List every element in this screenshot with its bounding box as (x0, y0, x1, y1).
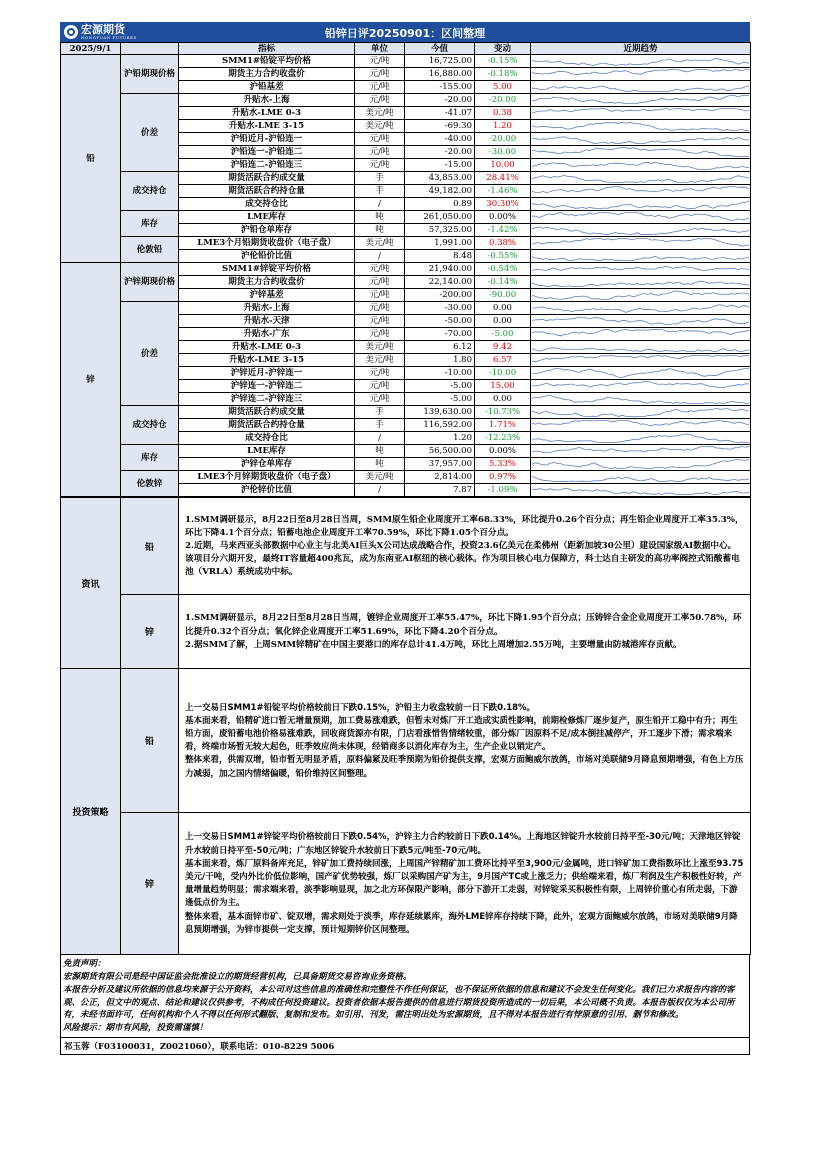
indicator-name: 沪锌仓单库存 (179, 458, 355, 471)
unit-cell: 元/吨 (355, 367, 405, 380)
change-cell: -1.42% (475, 224, 531, 237)
unit-cell: 美元/吨 (355, 471, 405, 484)
trend-sparkline (531, 237, 751, 250)
value-cell: -15.00 (405, 159, 475, 172)
trend-sparkline (531, 198, 751, 211)
indicator-name: 期货主力合约收盘价 (179, 276, 355, 289)
unit-cell: 元/吨 (355, 263, 405, 276)
metal-label: 铅 (61, 55, 121, 263)
trend-sparkline (531, 172, 751, 185)
news-zinc-row (61, 595, 751, 669)
change-cell: 0.00% (475, 211, 531, 224)
trend-sparkline (531, 94, 751, 107)
indicator-name: 沪铅近月-沪铅连一 (179, 133, 355, 146)
indicator-name: LME3个月锌期货收盘价（电子盘） (179, 471, 355, 484)
unit-cell: 元/吨 (355, 302, 405, 315)
value-cell: 56,500.00 (405, 445, 475, 458)
logo-text: 宏源期货 (81, 23, 125, 36)
header-indicator: 指标 (179, 43, 355, 55)
indicator-name: 升贴水-LME 0-3 (179, 341, 355, 354)
value-cell: 43,853.00 (405, 172, 475, 185)
report-sheet (60, 22, 750, 1055)
change-cell: -10.00 (475, 367, 531, 380)
news-zinc-text: 1.SMM调研显示，8月22日至8月28日当周，镀锌企业周度开工率55.47%，环比下降1.95个百分点；压铸锌合金企业周度开工率50.78%，环比提升0.32个百分点；氧化锌企业周度开工率51.69%，环比下降4.20个百分点。 2.据SMM了解，上周SMM锌精矿在中国主要港口的库存总计41.4万吨，环比上周增加2.55万吨，主要增量由防城港库存贡献。 (179, 595, 751, 669)
news-lead-text: 1.SMM调研显示，8月22日至8月28日当周，SMM原生铅企业周度开工率68.33%，环比提升0.26个百分点；再生铅企业周度开工率35.3%，环比下降4.1个百分点；铅蓄电池企业周度开工率70.59%，环比下降1.05个百分点。 2.近期，马来西亚头部数据中心业主与北美AI巨头X公司达成战略合作，投资23.6亿美元在柔佛州（距新加坡30公里）建设国家级AI数据中心。该项目分六期开发，最终IT容量超400兆瓦，成为东南亚AI枢纽的核心载体。作为项目核心电力保障方，科士达自主研发的高功率阀控式铅酸蓄电池（VRLA）系统成功中标。 (179, 498, 751, 595)
unit-cell: 吨 (355, 458, 405, 471)
value-cell: -5.00 (405, 380, 475, 393)
strategy-lead-text: 上一交易日SMM1#铅锭平均价格较前日下跌0.15%，沪铅主力收盘较前一日下跌0.18%。 基本面来看，铅精矿进口暂无增量预期，加工费易涨难跌，但暂未对炼厂开工造成实质性影响，前期检修炼厂逐步复产，原生铅开工稳中有升；再生铅方面，废铅蓄电池价格易涨难跌，回收商货源亦有限，门店看涨惜售情绪较重，部分炼厂因原料不足/成本倒挂减停产，开工逐步下滑；需求端来看，终端市场暂无较大起色，旺季效应尚未体现，经销商多以消化库存为主，生产企业以销定产。 整体来看，供需双增，铅市暂无明显矛盾，原料偏紧及旺季预期为铅价提供支撑，宏观方面鲍威尔放鸽，市场对美联储9月降息预期增强，有色上方压力减弱，加之国内情绪偏暖，铅价维持区间整理。 (179, 669, 751, 813)
value-cell: -20.00 (405, 146, 475, 159)
table-row (61, 211, 751, 224)
strategy-zinc-label: 锌 (121, 813, 179, 955)
group-label: 成交持仓 (121, 172, 179, 211)
indicator-table (60, 42, 751, 497)
group-label: 价差 (121, 302, 179, 406)
value-cell: -10.00 (405, 367, 475, 380)
unit-cell: 元/吨 (355, 380, 405, 393)
change-cell: -1.09% (475, 484, 531, 497)
trend-sparkline (531, 263, 751, 276)
trend-sparkline (531, 302, 751, 315)
unit-cell: 元/吨 (355, 159, 405, 172)
change-cell: -1.46% (475, 185, 531, 198)
value-cell: -30.00 (405, 302, 475, 315)
trend-sparkline (531, 458, 751, 471)
value-cell: 8.48 (405, 250, 475, 263)
trend-sparkline (531, 55, 751, 68)
indicator-name: 期货活跃合约成交量 (179, 406, 355, 419)
change-cell: -90.00 (475, 289, 531, 302)
trend-sparkline (531, 341, 751, 354)
value-cell: 139,630.00 (405, 406, 475, 419)
lead-section (61, 55, 751, 263)
unit-cell: / (355, 484, 405, 497)
indicator-name: 升贴水-广东 (179, 328, 355, 341)
trend-sparkline (531, 328, 751, 341)
news-lead-row (61, 498, 751, 595)
unit-cell: 美元/吨 (355, 341, 405, 354)
header-change: 变动 (475, 43, 531, 55)
table-row (61, 302, 751, 315)
trend-sparkline (531, 289, 751, 302)
change-cell: 6.57 (475, 354, 531, 367)
indicator-name: SMM1#锌锭平均价格 (179, 263, 355, 276)
indicator-name: 升贴水-上海 (179, 302, 355, 315)
change-cell: -0.18% (475, 68, 531, 81)
trend-sparkline (531, 471, 751, 484)
value-cell: 1.20 (405, 432, 475, 445)
report-date: 2025/9/1 (61, 43, 121, 55)
group-label: 库存 (121, 211, 179, 237)
trend-sparkline (531, 250, 751, 263)
change-cell: -30.00 (475, 146, 531, 159)
change-cell: -0.55% (475, 250, 531, 263)
indicator-name: 期货主力合约收盘价 (179, 68, 355, 81)
zinc-section (61, 263, 751, 497)
group-label: 沪铅期现价格 (121, 55, 179, 94)
trend-sparkline (531, 276, 751, 289)
analyst-footer: 祁玉蓉（F03100031，Z0021060），联系电话：010-8229 5006 (60, 1038, 750, 1055)
indicator-name: 沪铅连一-沪铅连二 (179, 146, 355, 159)
trend-sparkline (531, 445, 751, 458)
unit-cell: 元/吨 (355, 393, 405, 406)
unit-cell: 元/吨 (355, 68, 405, 81)
indicator-name: 升贴水-上海 (179, 94, 355, 107)
unit-cell: / (355, 198, 405, 211)
indicator-name: 升贴水-LME 0-3 (179, 107, 355, 120)
unit-cell: 美元/吨 (355, 120, 405, 133)
trend-sparkline (531, 81, 751, 94)
table-row (61, 172, 751, 185)
news-strategy-table (60, 497, 751, 955)
table-row (61, 55, 751, 68)
group-label: 库存 (121, 445, 179, 471)
news-label: 资讯 (61, 498, 121, 669)
trend-sparkline (531, 159, 751, 172)
table-row (61, 263, 751, 276)
disclaimer-title: 免责声明： (63, 959, 106, 970)
value-cell: 6.12 (405, 341, 475, 354)
unit-cell: 元/吨 (355, 315, 405, 328)
unit-cell: 吨 (355, 211, 405, 224)
change-cell: 5.00 (475, 81, 531, 94)
group-label: 伦敦锌 (121, 471, 179, 497)
unit-cell: 手 (355, 172, 405, 185)
value-cell: -70.00 (405, 328, 475, 341)
indicator-name: 期货活跃合约持仓量 (179, 419, 355, 432)
change-cell: 30.30% (475, 198, 531, 211)
table-row (61, 237, 751, 250)
trend-sparkline (531, 406, 751, 419)
change-cell: 0.97% (475, 471, 531, 484)
unit-cell: 元/吨 (355, 94, 405, 107)
header-trend: 近期趋势 (531, 43, 751, 55)
unit-cell: 手 (355, 419, 405, 432)
change-cell: 1.20 (475, 120, 531, 133)
report-header (60, 22, 750, 42)
change-cell: 0.00% (475, 445, 531, 458)
change-cell: -20.00 (475, 94, 531, 107)
value-cell: -20.00 (405, 94, 475, 107)
indicator-name: 沪锌近月-沪锌连一 (179, 367, 355, 380)
indicator-name: 沪伦铅价比值 (179, 250, 355, 263)
table-header-row (61, 43, 751, 55)
value-cell: -200.00 (405, 289, 475, 302)
indicator-name: 成交持仓比 (179, 432, 355, 445)
value-cell: -50.00 (405, 315, 475, 328)
header-value: 今值 (405, 43, 475, 55)
value-cell: 2,814.00 (405, 471, 475, 484)
change-cell: 10.00 (475, 159, 531, 172)
disclaimer-body: 宏源期货有限公司是经中国证监会批准设立的期货经营机构，已具备期货交易咨询业务资格。 本报告分析及建议所依据的信息均来源于公开资料，本公司对这些信息的准确性和完整性不作任何保证，也不保证所依据的信息和建议不会发生任何变化。我们已力求报告内容的客观、公正，但文中的观点、结论和建议仅供参考，不构成任何投资建议。投资者依据本报告提供的信息进行期货投资所造成的一切后果，本公司概不负责。本报告版权仅为本公司所有，未经书面许可，任何机构和个人不得以任何形式翻版、复制和发布。如引用、刊发，需注明出处为宏源期货，且不得对本报告进行有悖原意的引用、删节和修改。 风险提示：期市有风险，投资需谨慎！ (63, 971, 735, 1034)
value-cell: 116,592.00 (405, 419, 475, 432)
change-cell: 5.33% (475, 458, 531, 471)
table-row (61, 94, 751, 107)
strategy-lead-row (61, 669, 751, 813)
value-cell: 22,140.00 (405, 276, 475, 289)
value-cell: 49,182.00 (405, 185, 475, 198)
value-cell: -41.07 (405, 107, 475, 120)
trend-sparkline (531, 419, 751, 432)
trend-sparkline (531, 185, 751, 198)
table-row (61, 406, 751, 419)
group-label: 成交持仓 (121, 406, 179, 445)
value-cell: -155.00 (405, 81, 475, 94)
trend-sparkline (531, 107, 751, 120)
unit-cell: 美元/吨 (355, 237, 405, 250)
disclaimer (60, 955, 750, 1038)
strategy-zinc-text: 上一交易日SMM1#锌锭平均价格较前日下跌0.54%，沪锌主力合约较前日下跌0.14%。上海地区锌锭升水较前日持平至-30元/吨；天津地区锌锭升水较前日持平至-50元/吨；广东地区锌锭升水较前日下跌5元/吨至-70元/吨。 基本面来看，炼厂原料备库充足，锌矿加工费持续回涨，上周国产锌精矿加工费环比持平至3,900元/金属吨，进口锌矿加工费指数环比上涨至93.75美元/干吨，受内外比价低位影响，国产矿优势较强，炼厂以采购国产矿为主，9月国产TC或上涨乏力；供给端来看，炼厂利润及生产积极性好转，产量增量趋势明显；需求端来看，淡季影响显现，加之北方环保限产影响，部分下游开工走弱，对锌锭采买积极性有限，上周锌价重心有所走弱，下游逢低点价为主。 整体来看，基本面锌市矿、锭双增，需求则处于淡季，库存延续累库，海外LME锌库存持续下降，此外，宏观方面鲍威尔放鸽，市场对美联储9月降息预期增强，为锌市提供一定支撑，预计短期锌价区间整理。 (179, 813, 751, 955)
group-label: 沪锌期现价格 (121, 263, 179, 302)
change-cell: 28.41% (475, 172, 531, 185)
unit-cell: 元/吨 (355, 328, 405, 341)
unit-cell: 元/吨 (355, 55, 405, 68)
value-cell: 0.89 (405, 198, 475, 211)
unit-cell: 元/吨 (355, 133, 405, 146)
trend-sparkline (531, 68, 751, 81)
value-cell: 37,957.00 (405, 458, 475, 471)
unit-cell: 手 (355, 406, 405, 419)
table-row (61, 471, 751, 484)
strategy-zinc-row (61, 813, 751, 955)
unit-cell: 元/吨 (355, 146, 405, 159)
value-cell: -5.00 (405, 393, 475, 406)
indicator-name: 沪锌连一-沪锌连二 (179, 380, 355, 393)
value-cell: -69.30 (405, 120, 475, 133)
indicator-name: 沪锌基差 (179, 289, 355, 302)
trend-sparkline (531, 211, 751, 224)
indicator-name: 升贴水-天津 (179, 315, 355, 328)
indicator-name: 沪铅连二-沪铅连三 (179, 159, 355, 172)
change-cell: 15.00 (475, 380, 531, 393)
value-cell: 1,991.00 (405, 237, 475, 250)
change-cell: -0.15% (475, 55, 531, 68)
trend-sparkline (531, 484, 751, 497)
unit-cell: / (355, 432, 405, 445)
group-label: 伦敦铅 (121, 237, 179, 263)
change-cell: 0.38 (475, 107, 531, 120)
change-cell: 0.38% (475, 237, 531, 250)
strategy-lead-label: 铅 (121, 669, 179, 813)
indicator-name: 期货活跃合约成交量 (179, 172, 355, 185)
metal-label: 锌 (61, 263, 121, 497)
indicator-name: LME3个月铅期货收盘价（电子盘） (179, 237, 355, 250)
indicator-name: 成交持仓比 (179, 198, 355, 211)
change-cell: 1.71% (475, 419, 531, 432)
indicator-name: SMM1#铅锭平均价格 (179, 55, 355, 68)
trend-sparkline (531, 380, 751, 393)
change-cell: -0.54% (475, 263, 531, 276)
unit-cell: 手 (355, 185, 405, 198)
indicator-name: 升贴水-LME 3-15 (179, 354, 355, 367)
unit-cell: 元/吨 (355, 276, 405, 289)
unit-cell: 吨 (355, 224, 405, 237)
header-unit: 单位 (355, 43, 405, 55)
value-cell: 1.80 (405, 354, 475, 367)
news-zinc-label: 锌 (121, 595, 179, 669)
indicator-name: 沪铅仓单库存 (179, 224, 355, 237)
strategy-label: 投资策略 (61, 669, 121, 955)
value-cell: -40.00 (405, 133, 475, 146)
indicator-name: LME库存 (179, 211, 355, 224)
indicator-name: 沪铅基差 (179, 81, 355, 94)
change-cell: 0.00 (475, 315, 531, 328)
trend-sparkline (531, 133, 751, 146)
value-cell: 7.87 (405, 484, 475, 497)
change-cell: -12.23% (475, 432, 531, 445)
change-cell: -5.00 (475, 328, 531, 341)
trend-sparkline (531, 354, 751, 367)
header-cell-blank (121, 43, 179, 55)
indicator-name: 沪锌连二-沪锌连三 (179, 393, 355, 406)
trend-sparkline (531, 432, 751, 445)
indicator-name: 沪伦锌价比值 (179, 484, 355, 497)
indicator-name: 升贴水-LME 3-15 (179, 120, 355, 133)
unit-cell: 美元/吨 (355, 354, 405, 367)
logo-subtext: HONGYUAN FUTURES (81, 35, 137, 40)
indicator-name: LME库存 (179, 445, 355, 458)
change-cell: 9.42 (475, 341, 531, 354)
trend-sparkline (531, 393, 751, 406)
value-cell: 16,725.00 (405, 55, 475, 68)
unit-cell: 元/吨 (355, 289, 405, 302)
value-cell: 261,050.00 (405, 211, 475, 224)
trend-sparkline (531, 367, 751, 380)
trend-sparkline (531, 315, 751, 328)
change-cell: 0.00 (475, 393, 531, 406)
change-cell: -10.73% (475, 406, 531, 419)
trend-sparkline (531, 120, 751, 133)
change-cell: -0.14% (475, 276, 531, 289)
indicator-name: 期货活跃合约持仓量 (179, 185, 355, 198)
value-cell: 16,880.00 (405, 68, 475, 81)
change-cell: -20.00 (475, 133, 531, 146)
group-label: 价差 (121, 94, 179, 172)
report-title: 铅锌日评20250901：区间整理 (324, 27, 486, 40)
unit-cell: 吨 (355, 445, 405, 458)
value-cell: 21,940.00 (405, 263, 475, 276)
unit-cell: 元/吨 (355, 81, 405, 94)
trend-sparkline (531, 146, 751, 159)
value-cell: 57,325.00 (405, 224, 475, 237)
trend-sparkline (531, 224, 751, 237)
unit-cell: 美元/吨 (355, 107, 405, 120)
change-cell: 0.00 (475, 302, 531, 315)
unit-cell: / (355, 250, 405, 263)
news-lead-label: 铅 (121, 498, 179, 595)
table-row (61, 445, 751, 458)
